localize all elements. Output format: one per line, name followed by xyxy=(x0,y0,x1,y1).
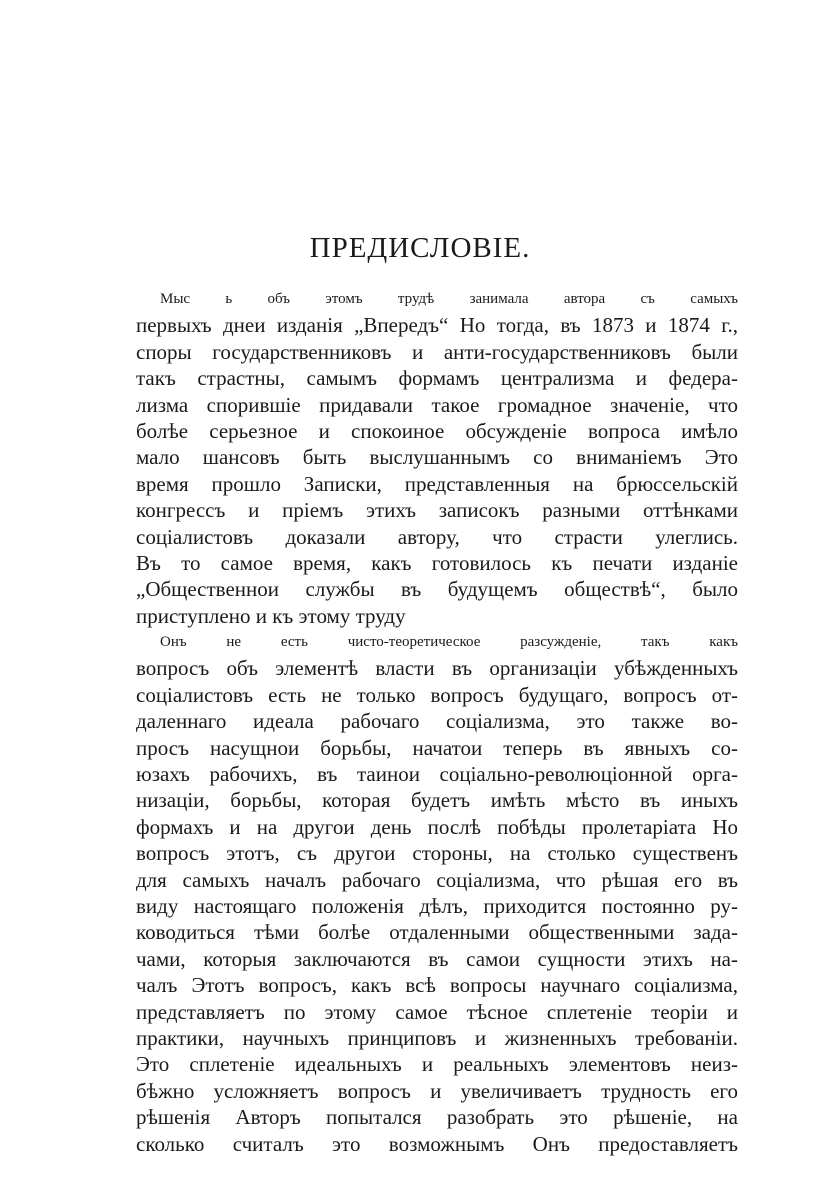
text-line: вопросъ объ элементѣ власти въ организаціи убѣжденныхъ xyxy=(136,656,738,681)
text-line: рѣшенія Авторъ попытался разобрать это рѣшеніе, на xyxy=(136,1105,738,1130)
text-line: Въ то самое время, какъ готовилось къ печати изданіе xyxy=(136,550,738,575)
text-line: даленнаго идеала рабочаго соціализма, это также во- xyxy=(136,709,738,734)
text-line: соціалистовъ доказали автору, что страсти улеглись. xyxy=(136,524,738,549)
text-line: юзахъ рабочихъ, въ таинои соціально-революціонной орга- xyxy=(136,762,738,787)
text-line: „Общественнои службы въ будущемъ обществѣ“, было xyxy=(136,577,738,602)
text-line: первыхъ днеи изданія „Впередъ“ Но тогда, въ 1873 и 1874 г., xyxy=(136,313,738,338)
text-line: просъ насущнои борьбы, начатои теперь въ явныхъ со- xyxy=(136,735,738,760)
text-line: время прошло Записки, представленныя на брюссельскій xyxy=(136,471,738,496)
text-line: Мыс ь объ этомъ трудѣ занимала автора съ самыхъ xyxy=(160,291,738,307)
text-line: бѣжно усложняетъ вопросъ и увеличиваетъ трудность его xyxy=(136,1078,738,1103)
text-line: вопросъ этотъ, съ другои стороны, на столько существенъ xyxy=(136,841,738,866)
text-line: практики, научныхъ принциповъ и жизненныхъ требованіи. xyxy=(136,1025,738,1050)
text-line: чами, которыя заключаются въ самои сущности этихъ на- xyxy=(136,946,738,971)
text-line: ководиться тѣми болѣе отдаленными общественными зада- xyxy=(136,920,738,945)
text-line: Онъ не есть чисто-теоретическое разсужденіе, такъ какъ xyxy=(160,634,738,651)
page-title: ПРЕДИСЛОВІЕ. xyxy=(309,232,531,264)
text-line: представляетъ по этому самое тѣсное сплетеніе теоріи и xyxy=(136,999,738,1024)
text-line: сколько считалъ это возможнымъ Онъ предоставляетъ xyxy=(136,1131,738,1156)
text-line: лизма спорившіе придавали такое громадное значеніе, что xyxy=(136,392,738,417)
text-line: низаціи, борьбы, которая будетъ имѣть мѣсто въ иныхъ xyxy=(136,788,738,813)
preface-body xyxy=(136,286,738,1157)
text-line: формахъ и на другои день послѣ побѣды пролетаріата Но xyxy=(136,814,738,839)
text-line: чалъ Этотъ вопросъ, какъ всѣ вопросы научнаго соціализма, xyxy=(136,973,738,998)
text-line: конгрессъ и пріемъ этихъ записокъ разными оттѣнками xyxy=(136,498,738,523)
text-line: споры государственниковъ и анти-государственниковъ были xyxy=(136,339,738,364)
text-line: болѣе серьезное и спокоиное обсужденіе вопроса имѣло xyxy=(136,418,738,443)
text-line: соціалистовъ есть не только вопросъ будущаго, вопросъ от- xyxy=(136,682,738,707)
text-line: приступлено и къ этому труду xyxy=(136,603,406,628)
text-line: мало шансовъ быть выслушаннымъ со вниманіемъ Это xyxy=(136,445,738,470)
text-line: для самыхъ началъ рабочаго соціализма, что рѣшая его въ xyxy=(136,867,738,892)
text-line: Это сплетеніе идеальныхъ и реальныхъ элементовъ неиз- xyxy=(136,1052,738,1077)
text-line: такъ страстны, самымъ формамъ централизма и федера- xyxy=(136,366,738,391)
text-line: виду настоящаго положенія дѣлъ, приходится постоянно ру- xyxy=(136,893,738,918)
